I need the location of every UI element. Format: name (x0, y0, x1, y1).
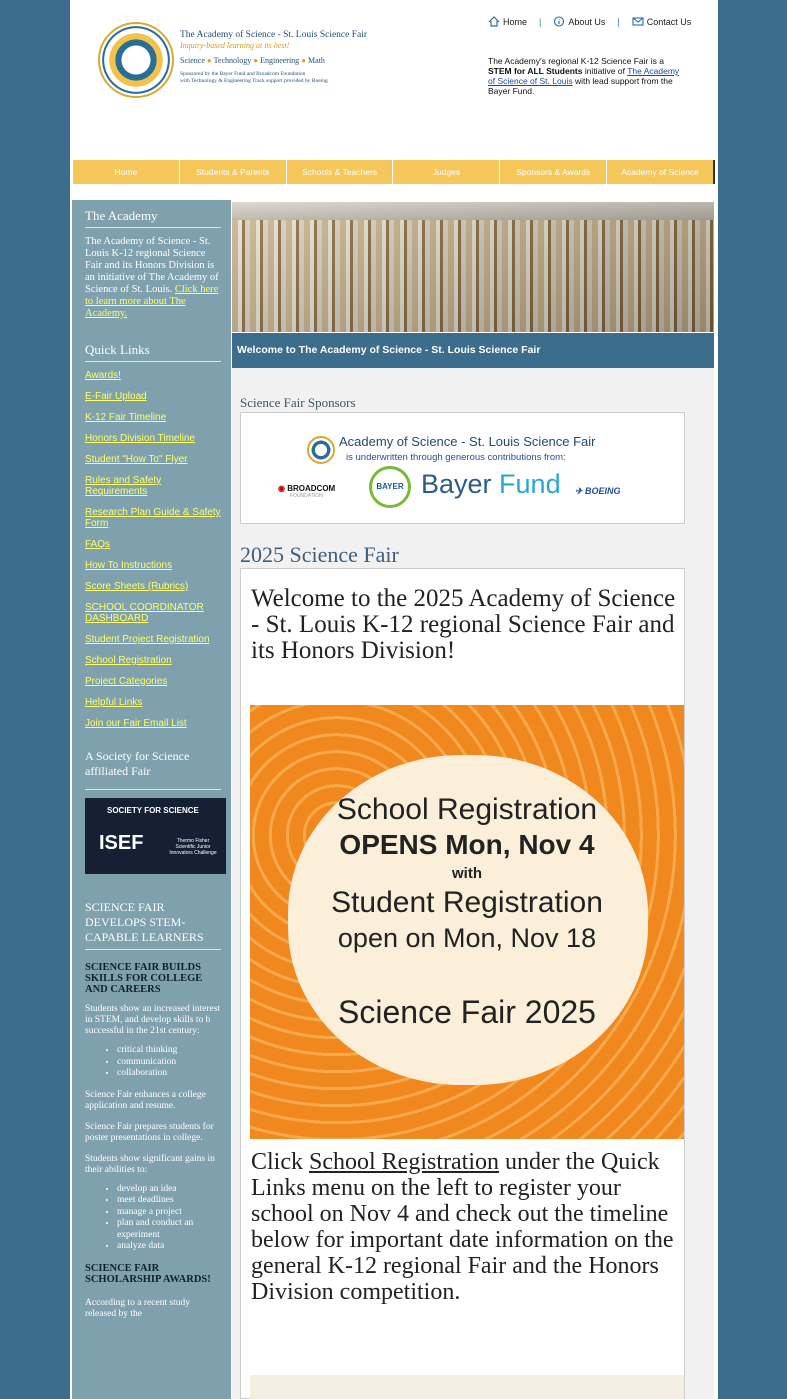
quicklink-helpful-links[interactable]: Helpful Links (85, 697, 143, 708)
intro-text: Welcome to the 2025 Academy of Science - St. Louis K-12 regional Science Fair and its Honors Division! (251, 585, 676, 664)
quicklinks-heading: Quick Links (85, 342, 221, 362)
gains-text: Students show significant gains in their abilities to: (85, 1153, 215, 1175)
society-heading: A Society for Science affiliated Fair (85, 749, 221, 790)
academy-text: The Academy of Science - St. Louis K-12 regional Science Fair and its Honors Division is an initiative of The Academy of Science of St. Louis. Click here to learn more about The Academy. (85, 236, 219, 319)
boeing-logo: ✈ BOEING (575, 486, 621, 496)
prepares-text: Science Fair prepares students for poster presentations in college. (85, 1121, 214, 1143)
enhances-text: Science Fair enhances a college application and resume. (85, 1089, 206, 1111)
nav-sponsors-awards[interactable]: Sponsors & Awards (500, 160, 607, 184)
quicklink-honors-timeline[interactable]: Honors Division Timeline (85, 433, 196, 444)
main-content (232, 368, 714, 1399)
dot-icon: ● (301, 56, 307, 65)
page (70, 0, 718, 1399)
quicklink-faqs[interactable]: FAQs (85, 539, 111, 550)
develops-heading: SCIENCE FAIR DEVELOPS STEM-CAPABLE LEARNERS (85, 900, 221, 950)
sponsor-subtitle: is underwritten through generous contributions from: (346, 452, 566, 463)
mail-icon (632, 16, 644, 27)
logo-sponsor-lines: Sponsored by the Bayer Fund and Broadcom Foundation with Technology & Engineering Track support provided by Boeing (180, 71, 328, 84)
quicklink-coordinator-dashboard[interactable]: SCHOOL COORDINATOR DASHBOARD (85, 602, 204, 624)
isef-banner[interactable]: SOCIETY FOR SCIENCE ISEF Thermo Fisher Scientific Junior Innovators Challenge (85, 798, 226, 874)
quicklink-efair-upload[interactable]: E-Fair Upload (85, 391, 147, 402)
quicklinks-list (85, 370, 221, 729)
quicklink-k12-timeline[interactable]: K-12 Fair Timeline (85, 412, 167, 423)
logo-tagline: Inquiry-based learning at its best! (180, 41, 290, 50)
quicklink-research-plan[interactable]: Research Plan Guide & Safety Form (85, 507, 221, 529)
broadcom-logo: ◉ BROADCOM FOUNDATION (278, 484, 336, 499)
bayer-cross-logo: BAYER (369, 466, 411, 508)
timeline-strip (250, 1375, 684, 1399)
nav-students-parents[interactable]: Students & Parents (180, 160, 287, 184)
contact-link[interactable]: Contact Us (632, 16, 692, 27)
fair-heading: 2025 Science Fair (240, 542, 399, 567)
academy-seal-icon (307, 436, 335, 464)
info-icon (553, 16, 565, 27)
academy-link[interactable]: The Academy of Science of St. Louis (488, 66, 680, 86)
school-registration-link[interactable]: School Registration (309, 1149, 499, 1175)
dot-icon: ● (253, 56, 259, 65)
quicklink-how-to-flyer[interactable]: Student "How To" Flyer (85, 454, 188, 465)
academy-heading: The Academy (85, 208, 221, 228)
home-link[interactable]: Home (488, 16, 527, 27)
dot-icon: ● (206, 56, 212, 65)
scholarship-text: According to a recent study released by the (85, 1297, 190, 1319)
science-fair-hall-photo (232, 202, 714, 332)
quicklink-email-list[interactable]: Join our Fair Email List (85, 718, 187, 729)
sponsor-title: Academy of Science - St. Louis Science Fair (339, 434, 596, 449)
registration-poster: School Registration OPENS Mon, Nov 4 with Student Registration open on Mon, Nov 18 Science Fair 2025 (250, 705, 684, 1139)
quicklink-awards[interactable]: Awards! (85, 370, 121, 381)
quicklink-student-registration[interactable]: Student Project Registration (85, 634, 210, 645)
logo-subjects: Science ● Technology ● Engineering ● Math (180, 56, 325, 65)
top-links: Home | About Us | Contact Us (488, 16, 691, 27)
fair-content-box (240, 568, 685, 1399)
nav-academy-of-science[interactable]: Academy of Science (621, 167, 699, 177)
quicklink-rules-safety[interactable]: Rules and Safety Requirements (85, 475, 162, 497)
skills-list: • critical thinking • communication • collaboration (85, 1045, 221, 1080)
broadcom-icon: ◉ (278, 484, 285, 493)
builds-heading: SCIENCE FAIR BUILDS SKILLS FOR COLLEGE AND CAREERS (85, 962, 203, 995)
sidebar (72, 200, 231, 1399)
quicklink-how-to-instructions[interactable]: How To Instructions (85, 560, 173, 571)
academy-seal-logo[interactable] (98, 22, 174, 98)
sponsors-heading: Science Fair Sponsors (240, 395, 356, 410)
logo-text-block (180, 30, 410, 85)
nav-schools-teachers[interactable]: Schools & Teachers (287, 160, 394, 184)
nav-judges[interactable]: Judges (393, 160, 500, 184)
quicklink-score-sheets[interactable]: Score Sheets (Rubrics) (85, 581, 189, 592)
about-link[interactable]: About Us (553, 16, 605, 27)
quicklink-project-categories[interactable]: Project Categories (85, 676, 168, 687)
scholarship-heading: SCIENCE FAIR SCHOLARSHIP AWARDS! (85, 1262, 211, 1285)
logo-title: The Academy of Science - St. Louis Science Fair (180, 30, 368, 40)
abilities-list: • develop an idea • meet deadlines • manage a project • plan and conduct an experiment • analyze data (85, 1184, 221, 1253)
bayer-fund-logo: Bayer Fund (421, 469, 561, 499)
sponsors-banner[interactable] (240, 412, 685, 524)
registration-instructions: Click School Registration under the Quick Links menu on the left to register your school on Nov 4 and check out the timeline below for important date information on the general K-12 regional Fair and the Honors Division competition. (251, 1149, 674, 1305)
home-icon (488, 16, 500, 27)
main-nav (73, 160, 715, 184)
header-tagline: The Academy's regional K-12 Science Fair is a STEM for ALL Students initiative of The Academy of Science of St. Louis with lead support from the Bayer Fund. (488, 56, 680, 96)
nav-home[interactable]: Home (73, 160, 180, 184)
builds-text: Students show an increased interest in STEM, and develop skills to b successful in the 21st century: (85, 1004, 221, 1036)
quicklink-school-registration[interactable]: School Registration (85, 655, 172, 666)
learn-more-link[interactable]: Click here to learn more about The Academy. (85, 284, 219, 319)
welcome-bar: Welcome to The Academy of Science - St. Louis Science Fair (232, 333, 714, 368)
